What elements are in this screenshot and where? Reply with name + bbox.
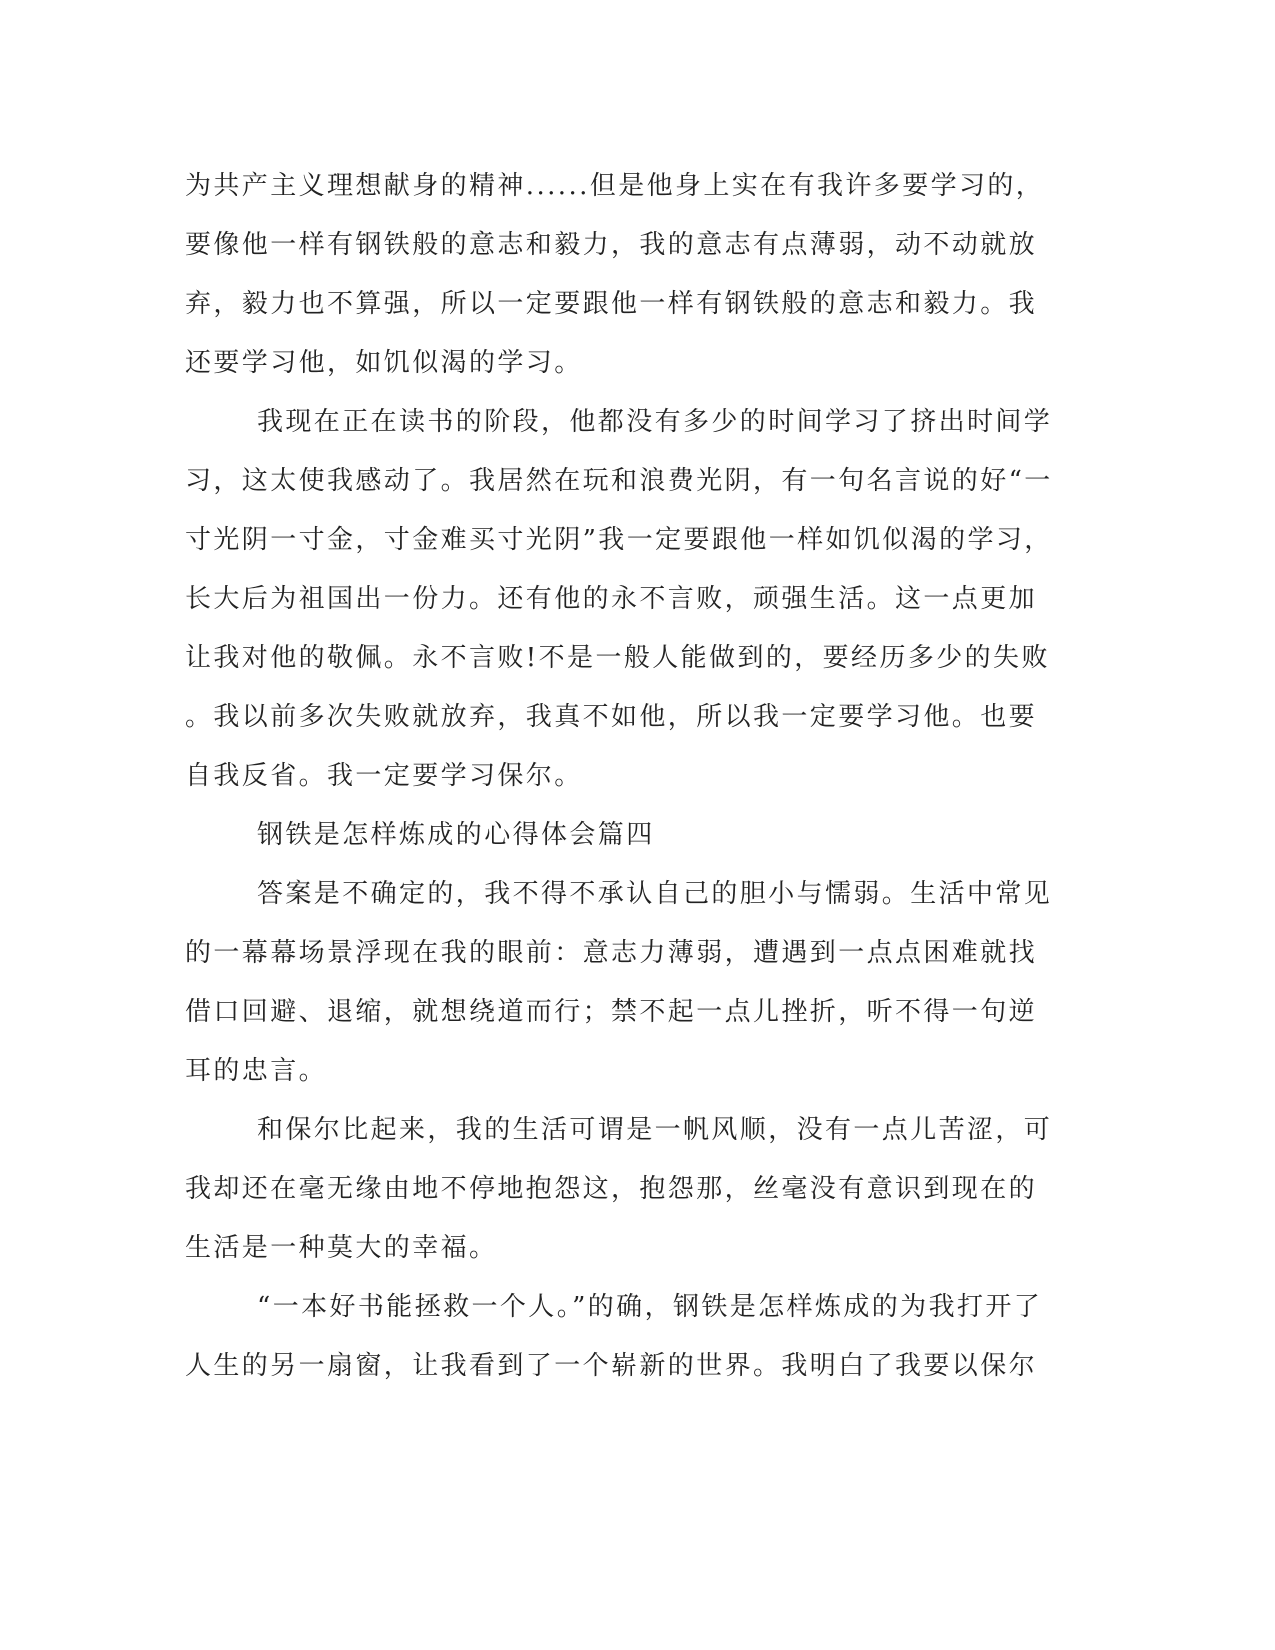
text-line: 人生的另一扇窗，让我看到了一个崭新的世界。我明白了我要以保尔 — [185, 1351, 1038, 1381]
text-line: 生活是一种莫大的幸福。 — [185, 1233, 498, 1263]
text-line: 的一幕幕场景浮现在我的眼前：意志力薄弱，遭遇到一点点困难就找 — [185, 938, 1038, 968]
text-line: 让我对他的敬佩。永不言败!不是一般人能做到的，要经历多少的失败 — [185, 643, 1050, 673]
document-body — [185, 157, 1090, 1396]
section-heading: 钢铁是怎样炼成的心得体会篇四 — [257, 820, 655, 850]
text-line: 我却还在毫无缘由地不停地抱怨这，抱怨那，丝毫没有意识到现在的 — [185, 1174, 1038, 1204]
text-line: 我现在正在读书的阶段，他都没有多少的时间学习了挤出时间学 — [257, 407, 1053, 437]
text-line: 自我反省。我一定要学习保尔。 — [185, 761, 583, 791]
text-line: 为共产主义理想献身的精神......但是他身上实在有我许多要学习的， — [185, 171, 1045, 201]
text-line: 还要学习他，如饥似渴的学习。 — [185, 348, 583, 378]
text-line: 弃，毅力也不算强，所以一定要跟他一样有钢铁般的意志和毅力。我 — [185, 289, 1038, 319]
text-line: 。我以前多次失败就放弃，我真不如他，所以我一定要学习他。也要 — [185, 702, 1038, 732]
text-line: “一本好书能拯救一个人。”的确，钢铁是怎样炼成的为我打开了 — [257, 1292, 1043, 1322]
text-line: 长大后为祖国出一份力。还有他的永不言败，顽强生活。这一点更加 — [185, 584, 1038, 614]
text-line: 习，这太使我感动了。我居然在玩和浪费光阴，有一句名言说的好“一 — [185, 466, 1053, 496]
text-line: 借口回避、退缩，就想绕道而行；禁不起一点儿挫折，听不得一句逆 — [185, 997, 1038, 1027]
text-line: 要像他一样有钢铁般的意志和毅力，我的意志有点薄弱，动不动就放 — [185, 230, 1038, 260]
text-line: 耳的忠言。 — [185, 1056, 328, 1086]
text-line: 寸光阴一寸金，寸金难买寸光阴”我一定要跟他一样如饥似渴的学习， — [185, 525, 1053, 555]
text-line: 和保尔比起来，我的生活可谓是一帆风顺，没有一点儿苦涩，可 — [257, 1115, 1053, 1145]
text-line: 答案是不确定的，我不得不承认自己的胆小与懦弱。生活中常见 — [257, 879, 1053, 909]
